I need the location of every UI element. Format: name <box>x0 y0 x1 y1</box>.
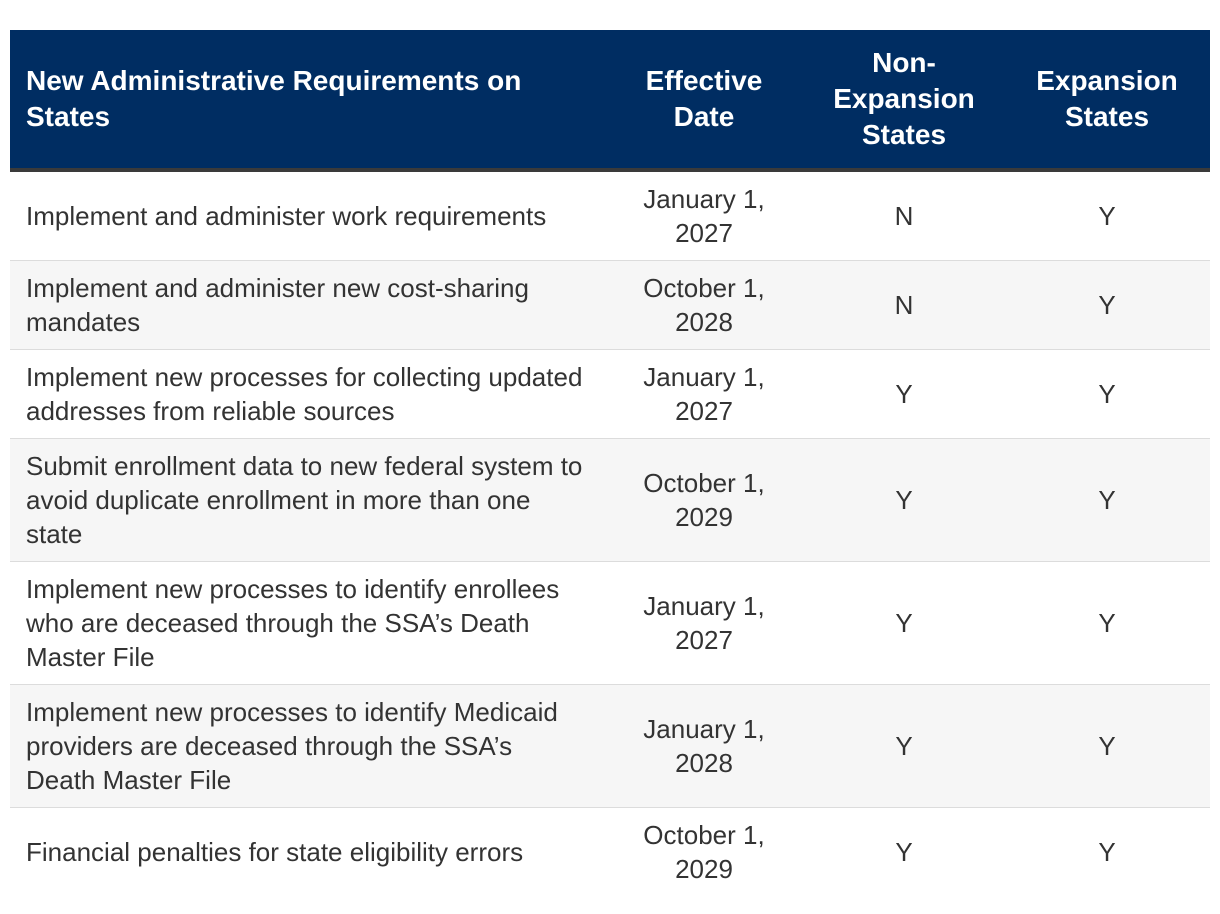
non-expansion-cell: N <box>804 261 1004 350</box>
non-expansion-cell: Y <box>804 439 1004 562</box>
expansion-cell: Y <box>1004 170 1210 261</box>
expansion-cell: Y <box>1004 350 1210 439</box>
effective-date-cell: January 1, 2027 <box>604 170 804 261</box>
header-non-expansion-states: Non-Expansion States <box>804 30 1004 170</box>
requirement-cell: Implement new processes to identify Medicaid providers are deceased through the SSA’s Death Master File <box>10 685 604 808</box>
effective-date-cell: January 1, 2027 <box>604 350 804 439</box>
table-row <box>10 261 1210 350</box>
table-header <box>10 30 1210 170</box>
non-expansion-cell: Y <box>804 350 1004 439</box>
non-expansion-cell: Y <box>804 808 1004 897</box>
header-row <box>10 30 1210 170</box>
expansion-cell: Y <box>1004 808 1210 897</box>
requirement-cell: Implement and administer work requirements <box>10 170 604 261</box>
requirement-cell: Financial penalties for state eligibility errors <box>10 808 604 897</box>
expansion-cell: Y <box>1004 685 1210 808</box>
effective-date-cell: October 1, 2028 <box>604 261 804 350</box>
header-requirement: New Administrative Requirements on States <box>10 30 604 170</box>
expansion-cell: Y <box>1004 562 1210 685</box>
table-row <box>10 808 1210 897</box>
requirements-table-container <box>10 30 1210 896</box>
effective-date-cell: October 1, 2029 <box>604 808 804 897</box>
header-effective-date: Effective Date <box>604 30 804 170</box>
table-row <box>10 439 1210 562</box>
effective-date-cell: January 1, 2028 <box>604 685 804 808</box>
table-body <box>10 170 1210 896</box>
table-row <box>10 562 1210 685</box>
table-row <box>10 170 1210 261</box>
effective-date-cell: January 1, 2027 <box>604 562 804 685</box>
requirement-cell: Implement new processes to identify enrollees who are deceased through the SSA’s Death Master File <box>10 562 604 685</box>
expansion-cell: Y <box>1004 439 1210 562</box>
non-expansion-cell: Y <box>804 562 1004 685</box>
requirement-cell: Implement new processes for collecting updated addresses from reliable sources <box>10 350 604 439</box>
requirement-cell: Implement and administer new cost-sharing mandates <box>10 261 604 350</box>
non-expansion-cell: N <box>804 170 1004 261</box>
expansion-cell: Y <box>1004 261 1210 350</box>
non-expansion-cell: Y <box>804 685 1004 808</box>
effective-date-cell: October 1, 2029 <box>604 439 804 562</box>
header-expansion-states: Expansion States <box>1004 30 1210 170</box>
requirement-cell: Submit enrollment data to new federal system to avoid duplicate enrollment in more than one state <box>10 439 604 562</box>
table-row <box>10 350 1210 439</box>
table-row <box>10 685 1210 808</box>
requirements-table <box>10 30 1210 896</box>
